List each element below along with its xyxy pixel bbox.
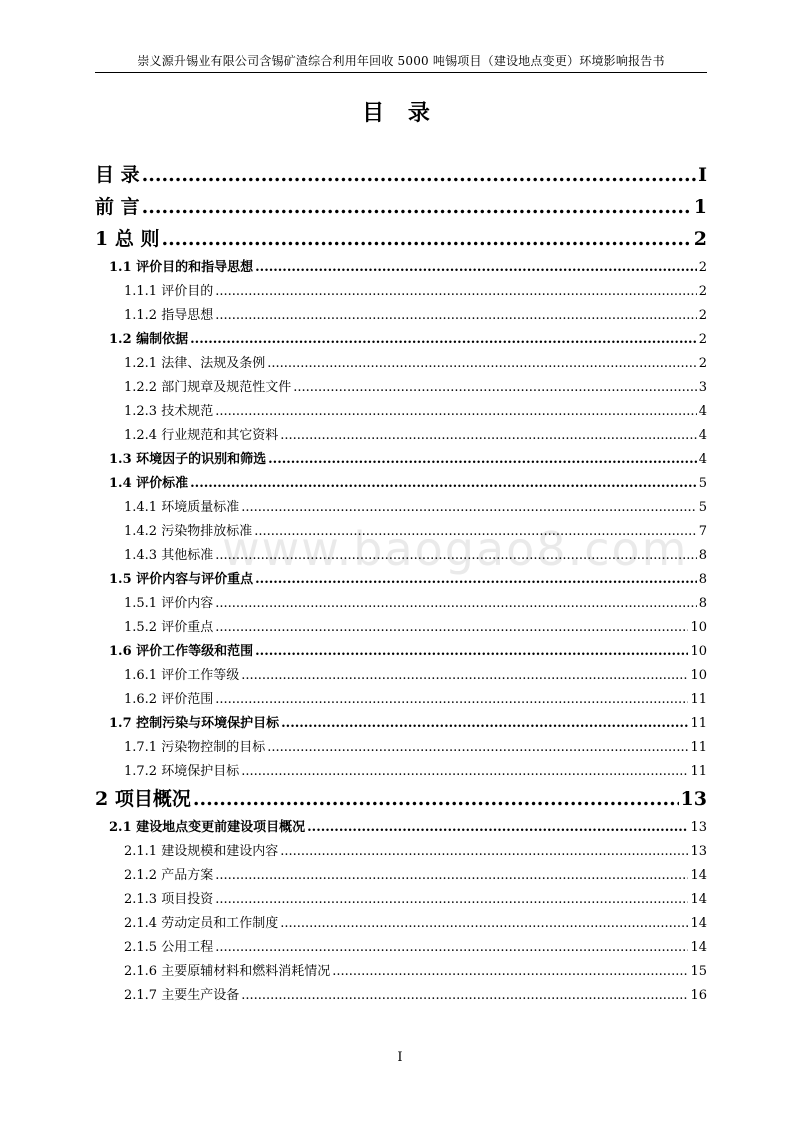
toc-entry-page: 13 (680, 788, 707, 810)
toc-entry-page: 11 (690, 740, 707, 755)
toc-leader-dots (254, 524, 697, 539)
toc-entry[interactable] (95, 520, 707, 544)
toc-entry-label: 1.7 控制污染与环境保护目标 (109, 716, 280, 731)
toc-leader-dots (142, 164, 696, 186)
toc-entry-page: 2 (693, 228, 707, 250)
toc-entry[interactable] (95, 472, 707, 496)
toc-entry-label: 1.2.1 法律、法规及条例 (124, 356, 266, 371)
toc-entry-page: 10 (690, 644, 707, 659)
toc-entry-label: 1.1.1 评价目的 (124, 284, 214, 299)
toc-entry[interactable] (95, 160, 707, 192)
toc-entry-page: 4 (698, 452, 707, 467)
toc-leader-dots (332, 964, 688, 979)
toc-leader-dots (190, 332, 697, 347)
toc-leader-dots (215, 308, 697, 323)
toc-entry-page: 5 (698, 500, 707, 515)
toc-entry-label: 前 言 (95, 196, 140, 218)
page-header: 崇义源升锡业有限公司含锡矿渣综合利用年回收 5000 吨锡项目（建设地点变更）环境影响报告书 (137, 54, 665, 68)
toc-entry-label: 1.7.1 污染物控制的目标 (124, 740, 266, 755)
toc-entry[interactable] (95, 960, 707, 984)
toc-entry[interactable] (95, 984, 707, 1008)
toc-entry[interactable] (95, 544, 707, 568)
toc-entry-page: 5 (698, 476, 707, 491)
toc-entry[interactable] (95, 664, 707, 688)
toc-leader-dots (307, 820, 688, 835)
toc-entry-label: 2.1.6 主要原辅材料和燃料消耗情况 (124, 964, 331, 979)
toc-leader-dots (241, 668, 688, 683)
toc-entry-page: 10 (690, 668, 707, 683)
toc-entry[interactable] (95, 328, 707, 352)
toc-leader-dots (215, 548, 697, 563)
toc-entry-page: 16 (690, 988, 707, 1003)
toc-entry-page: 1 (693, 196, 707, 218)
toc-entry-label: 1.2.4 行业规范和其它资料 (124, 428, 279, 443)
toc-entry-label: 2 项目概况 (95, 788, 191, 810)
toc-entry-page: 2 (698, 284, 707, 299)
toc-entry[interactable] (95, 616, 707, 640)
toc-leader-dots (215, 404, 697, 419)
toc-entry-page: 8 (698, 548, 707, 563)
toc-entry-label: 1 总 则 (95, 228, 160, 250)
toc-leader-dots (255, 644, 688, 659)
toc-entry[interactable] (95, 304, 707, 328)
toc-entry-label: 1.1.2 指导思想 (124, 308, 214, 323)
toc-leader-dots (241, 500, 697, 515)
header-rule (95, 72, 707, 73)
toc-entry-label: 1.4.3 其他标准 (124, 548, 214, 563)
toc-entry[interactable] (95, 256, 707, 280)
page-number: I (397, 1050, 403, 1065)
toc-entry[interactable] (95, 568, 707, 592)
toc-entry-label: 1.7.2 环境保护目标 (124, 764, 240, 779)
toc-entry-page: 2 (698, 260, 707, 275)
watermark: www.baogao8.com (222, 522, 689, 576)
toc-entry-page: 4 (698, 404, 707, 419)
toc-leader-dots (280, 428, 697, 443)
toc-leader-dots (293, 380, 697, 395)
toc-entry-page: 13 (690, 820, 707, 835)
toc-entry-page: 7 (698, 524, 707, 539)
toc-entry[interactable] (95, 864, 707, 888)
toc-entry[interactable] (95, 224, 707, 256)
toc-entry-page: I (698, 164, 707, 186)
toc-leader-dots (255, 260, 697, 275)
toc-entry[interactable] (95, 816, 707, 840)
toc-entry-label: 1.5 评价内容与评价重点 (109, 572, 254, 587)
toc-entry-label: 1.2.2 部门规章及规范性文件 (124, 380, 292, 395)
toc-entry-label: 2.1 建设地点变更前建设项目概况 (109, 820, 306, 835)
toc-entry-label: 1.6 评价工作等级和范围 (109, 644, 254, 659)
toc-entry[interactable] (95, 760, 707, 784)
toc-entry-page: 11 (690, 716, 707, 731)
toc-leader-dots (215, 940, 688, 955)
toc-entry-page: 14 (690, 940, 707, 955)
toc-entry-label: 1.2 编制依据 (109, 332, 189, 347)
toc-leader-dots (161, 228, 691, 250)
toc-entry[interactable] (95, 496, 707, 520)
toc-leader-dots (190, 476, 697, 491)
toc-entry-page: 8 (698, 572, 707, 587)
toc-leader-dots (255, 572, 697, 587)
toc-entry-page: 13 (690, 844, 707, 859)
toc-leader-dots (241, 764, 688, 779)
toc-leader-dots (267, 356, 697, 371)
toc-leader-dots (215, 868, 688, 883)
toc-entry[interactable] (95, 712, 707, 736)
toc-entry-page: 2 (698, 356, 707, 371)
toc-entry[interactable] (95, 400, 707, 424)
toc-entry[interactable] (95, 888, 707, 912)
toc-entry-label: 2.1.7 主要生产设备 (124, 988, 240, 1003)
toc-entry-label: 2.1.1 建设规模和建设内容 (124, 844, 279, 859)
toc-entry-label: 目 录 (95, 164, 140, 186)
toc-entry[interactable] (95, 736, 707, 760)
toc-entry[interactable] (95, 352, 707, 376)
toc-entry-page: 11 (690, 764, 707, 779)
toc-leader-dots (268, 452, 697, 467)
toc-entry-label: 1.5.2 评价重点 (124, 620, 214, 635)
toc-entry[interactable] (95, 592, 707, 616)
toc-entry-label: 1.6.1 评价工作等级 (124, 668, 240, 683)
toc-entry-page: 14 (690, 892, 707, 907)
toc-entry-page: 14 (690, 916, 707, 931)
toc-entry-page: 4 (698, 428, 707, 443)
toc-leader-dots (215, 892, 688, 907)
toc-entry-page: 8 (698, 596, 707, 611)
toc-leader-dots (193, 788, 679, 810)
toc-entry[interactable] (95, 912, 707, 936)
toc-entry-label: 2.1.5 公用工程 (124, 940, 214, 955)
toc-entry-label: 1.6.2 评价范围 (124, 692, 214, 707)
toc-entry-label: 1.3 环境因子的识别和筛选 (109, 452, 267, 467)
toc-entry-label: 1.2.3 技术规范 (124, 404, 214, 419)
toc-entry-label: 2.1.4 劳动定员和工作制度 (124, 916, 279, 931)
toc-entry-label: 1.4.2 污染物排放标准 (124, 524, 253, 539)
toc-entry[interactable] (95, 376, 707, 400)
toc-leader-dots (281, 716, 688, 731)
toc-entry[interactable] (95, 192, 707, 224)
toc-leader-dots (215, 692, 688, 707)
toc-leader-dots (142, 196, 692, 218)
toc-entry[interactable] (95, 936, 707, 960)
toc-entry[interactable] (95, 688, 707, 712)
toc-entry-label: 1.4 评价标准 (109, 476, 189, 491)
toc-entry-page: 10 (690, 620, 707, 635)
toc-entry-page: 11 (690, 692, 707, 707)
page-title: 目 录 (362, 100, 438, 126)
toc-entry[interactable] (95, 840, 707, 864)
toc-entry[interactable] (95, 424, 707, 448)
toc-leader-dots (215, 620, 688, 635)
toc-entry-label: 2.1.3 项目投资 (124, 892, 214, 907)
toc-entry[interactable] (95, 784, 707, 816)
toc-entry-label: 1.5.1 评价内容 (124, 596, 214, 611)
toc-entry-page: 2 (698, 332, 707, 347)
table-of-contents (95, 160, 707, 1008)
toc-leader-dots (215, 596, 697, 611)
toc-leader-dots (241, 988, 688, 1003)
toc-entry-page: 2 (698, 308, 707, 323)
toc-entry-page: 15 (690, 964, 707, 979)
toc-leader-dots (280, 916, 688, 931)
toc-leader-dots (215, 284, 697, 299)
toc-leader-dots (267, 740, 688, 755)
toc-entry-label: 1.1 评价目的和指导思想 (109, 260, 254, 275)
toc-entry[interactable] (95, 280, 707, 304)
toc-entry[interactable] (95, 448, 707, 472)
toc-leader-dots (280, 844, 688, 859)
toc-entry[interactable] (95, 640, 707, 664)
toc-entry-page: 14 (690, 868, 707, 883)
toc-entry-page: 3 (698, 380, 707, 395)
toc-entry-label: 1.4.1 环境质量标准 (124, 500, 240, 515)
toc-entry-label: 2.1.2 产品方案 (124, 868, 214, 883)
